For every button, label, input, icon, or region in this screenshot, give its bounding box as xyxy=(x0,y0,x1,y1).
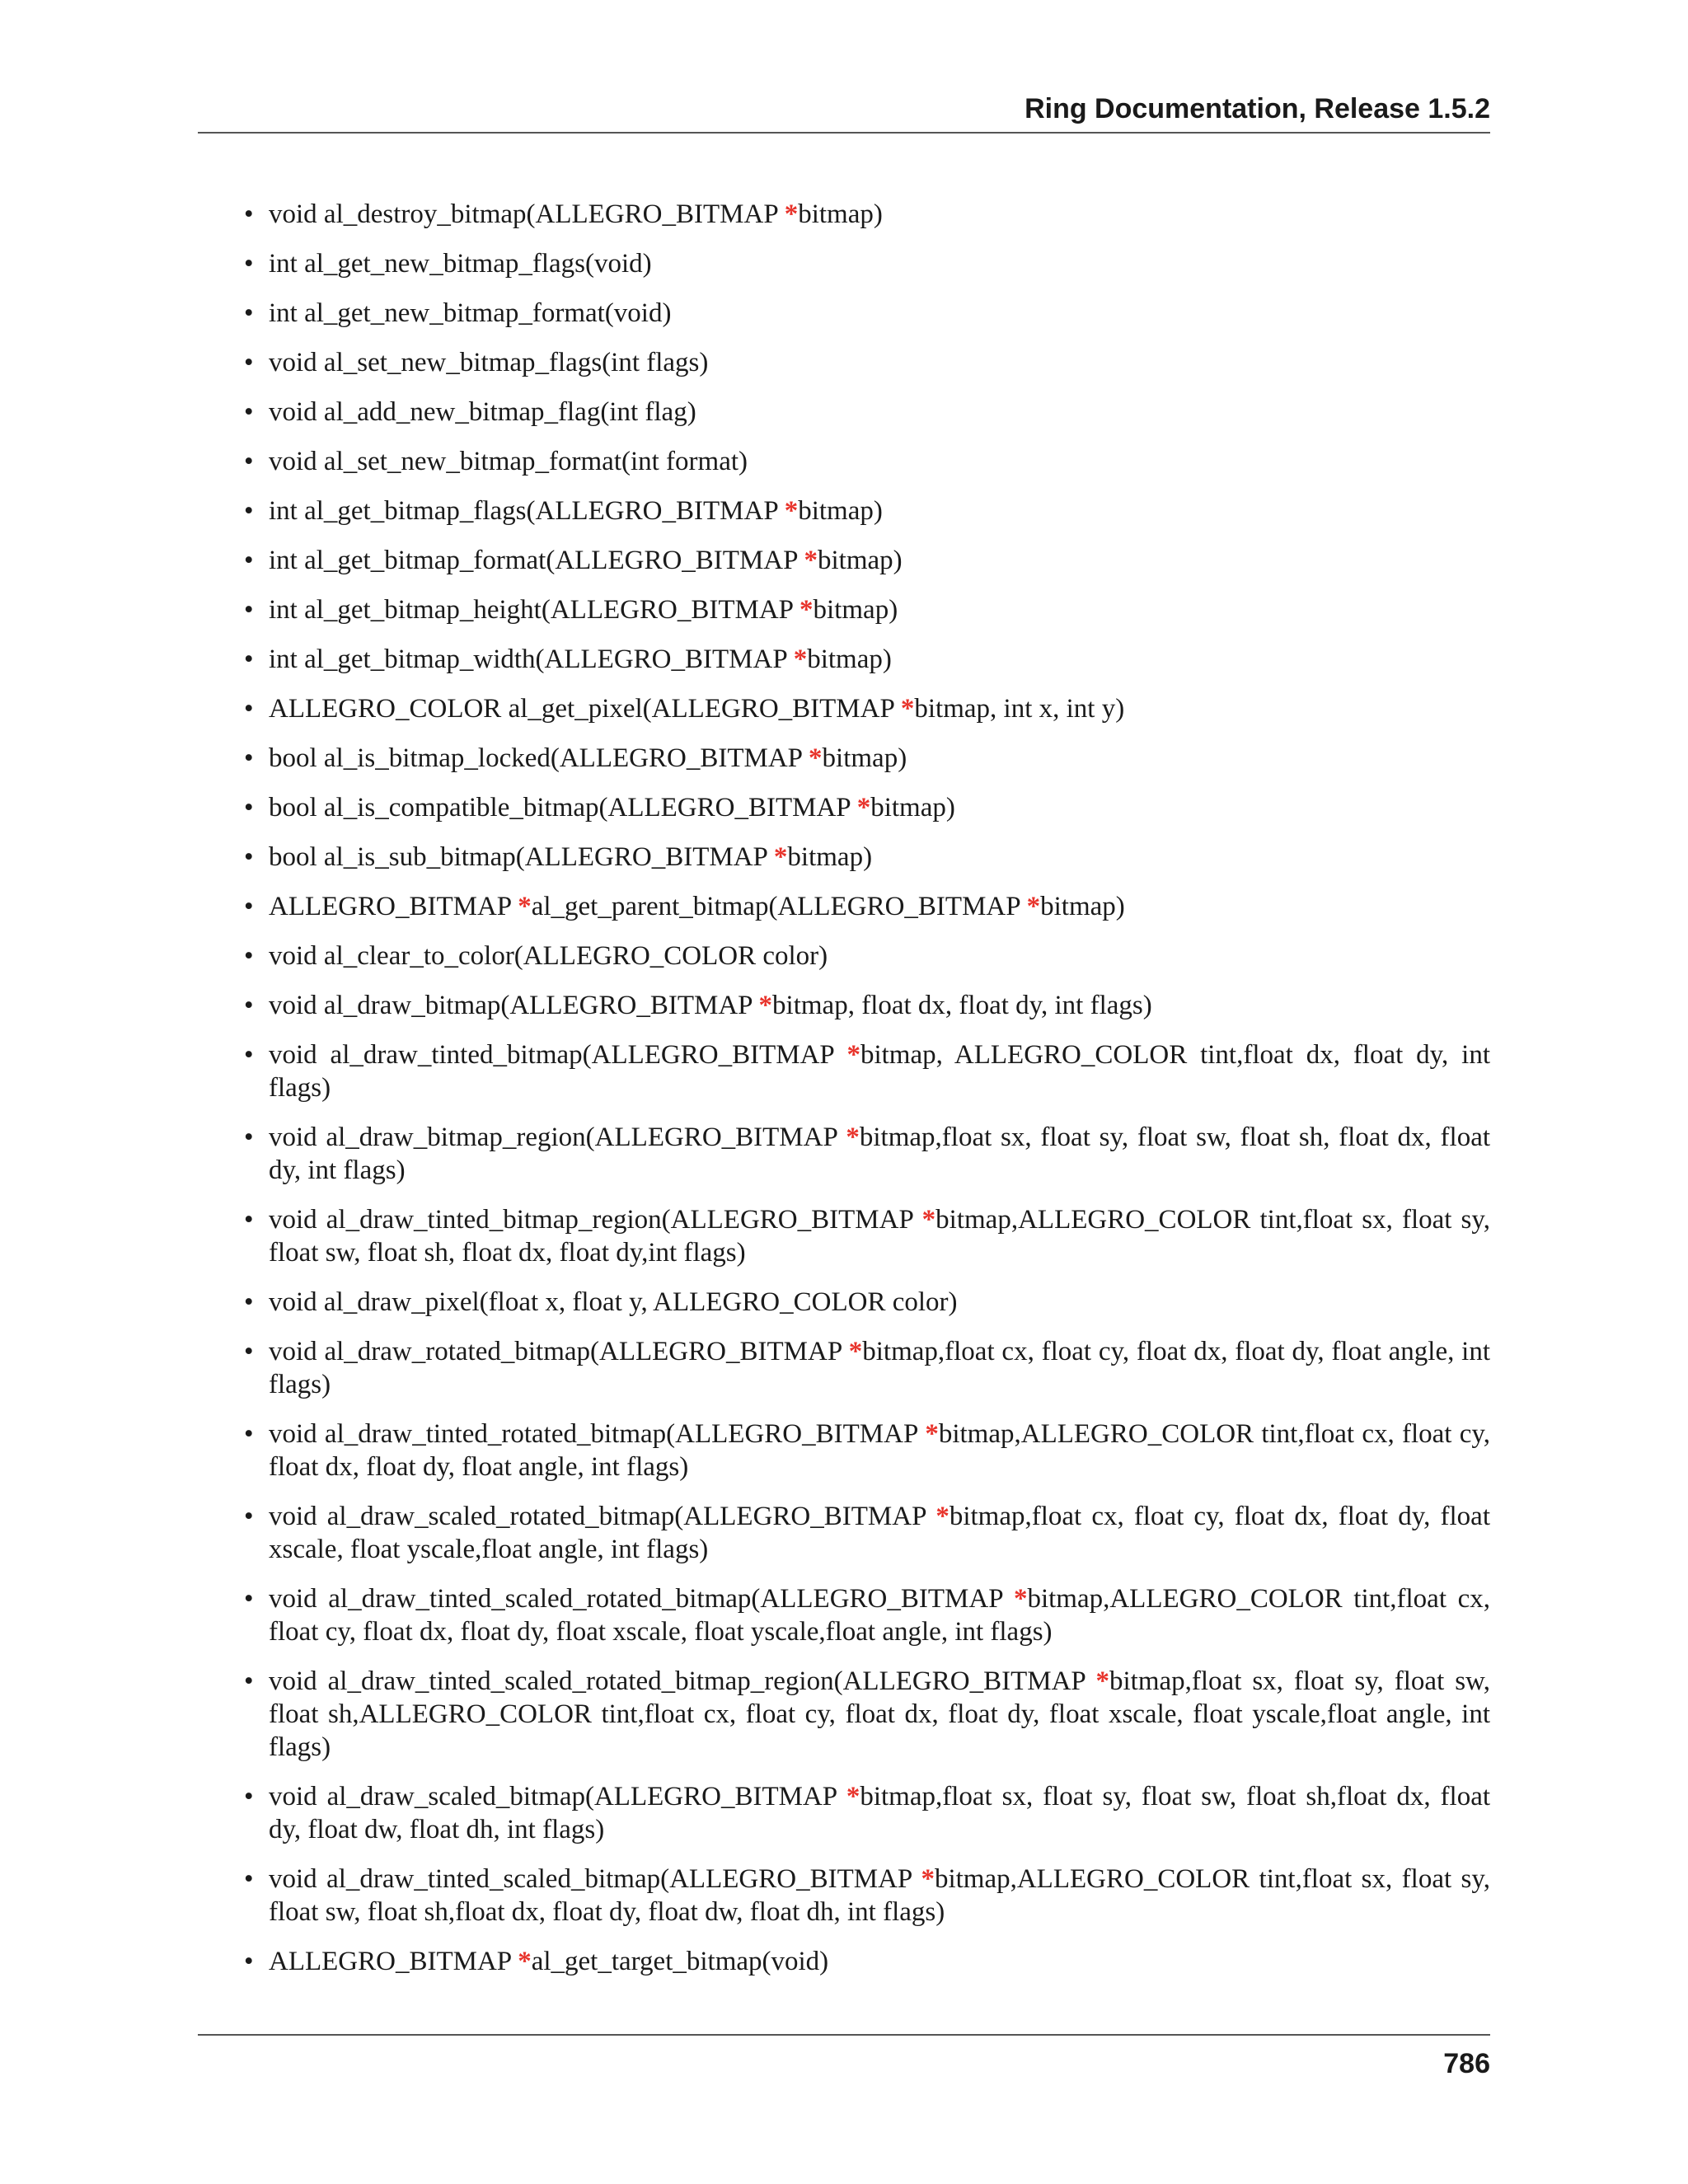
signature-text: bool al_is_bitmap_locked(ALLEGRO_BITMAP xyxy=(269,743,809,773)
signature-text: void al_draw_tinted_bitmap_region(ALLEGRO_BITMAP xyxy=(269,1205,922,1235)
signature-text: void al_draw_tinted_scaled_rotated_bitmap(ALLEGRO_BITMAP xyxy=(269,1584,1014,1614)
function-signature xyxy=(269,842,872,872)
signature-text: void al_draw_scaled_bitmap(ALLEGRO_BITMAP xyxy=(269,1782,846,1811)
signature-text: bitmap) xyxy=(798,199,883,229)
bullet-icon: • xyxy=(244,1864,254,1894)
function-signature xyxy=(269,1337,1490,1399)
signature-text: bool al_is_sub_bitmap(ALLEGRO_BITMAP xyxy=(269,842,774,872)
list-item xyxy=(244,1335,1490,1401)
pointer-star: * xyxy=(848,1337,863,1366)
signature-text: int al_get_bitmap_flags(ALLEGRO_BITMAP xyxy=(269,496,785,526)
list-item xyxy=(244,1945,1490,1978)
function-signature xyxy=(269,595,898,625)
function-signature xyxy=(269,199,883,229)
signature-text: void al_draw_bitmap_region(ALLEGRO_BITMAP xyxy=(269,1122,846,1152)
list-item xyxy=(244,1121,1490,1187)
signature-text: ALLEGRO_COLOR al_get_pixel(ALLEGRO_BITMAP xyxy=(269,694,901,724)
pointer-star: * xyxy=(773,842,788,872)
list-item xyxy=(244,1780,1490,1846)
bullet-icon: • xyxy=(244,1337,254,1366)
signature-text: bitmap) xyxy=(870,793,955,823)
pointer-star: * xyxy=(518,892,532,921)
list-item xyxy=(244,198,1490,231)
bullet-icon: • xyxy=(244,1782,254,1811)
signature-text: bitmap,ALLEGRO_COLOR tint,float sx, float sy, float sw, float sh,float dx, float dy, float dw, float dh, int flags) xyxy=(269,1864,1490,1927)
signature-text: al_get_parent_bitmap(ALLEGRO_BITMAP xyxy=(531,892,1027,921)
signature-text: bitmap,float sx, float sy, float sw, float sh,ALLEGRO_COLOR tint,float cx, float cy, float dx, float dy, float xscale, float yscale,float angle, int flags) xyxy=(269,1666,1490,1762)
bullet-icon: • xyxy=(244,298,254,328)
pointer-star: * xyxy=(925,1419,939,1449)
pointer-star: * xyxy=(799,595,814,625)
function-signature xyxy=(269,496,883,526)
signature-text: void al_set_new_bitmap_format(int format) xyxy=(269,447,748,476)
list-item xyxy=(244,297,1490,330)
list-item xyxy=(244,1286,1490,1319)
list-item xyxy=(244,593,1490,626)
list-item xyxy=(244,692,1490,725)
list-item xyxy=(244,494,1490,527)
list-item xyxy=(244,1418,1490,1483)
signature-text: al_get_target_bitmap(void) xyxy=(531,1947,829,1976)
function-signature xyxy=(269,793,955,823)
bullet-icon: • xyxy=(244,1205,254,1235)
bullet-icon: • xyxy=(244,249,254,279)
bullet-icon: • xyxy=(244,447,254,476)
function-signature xyxy=(269,447,748,476)
list-item xyxy=(244,445,1490,478)
bullet-icon: • xyxy=(244,595,254,625)
signature-text: bitmap) xyxy=(822,743,907,773)
signature-text: void al_draw_rotated_bitmap(ALLEGRO_BITMAP xyxy=(269,1337,849,1366)
signature-text: void al_add_new_bitmap_flag(int flag) xyxy=(269,397,696,427)
function-signature xyxy=(269,1287,958,1317)
function-signature xyxy=(269,694,1124,724)
bullet-icon: • xyxy=(244,644,254,674)
list-item xyxy=(244,643,1490,676)
signature-text: bitmap,float sx, float sy, float sw, float sh,float dx, float dy, float dw, float dh, int flags) xyxy=(269,1782,1491,1844)
signature-text: int al_get_bitmap_format(ALLEGRO_BITMAP xyxy=(269,546,804,575)
bullet-icon: • xyxy=(244,694,254,724)
function-signature xyxy=(269,892,1125,921)
pointer-star: * xyxy=(758,991,773,1020)
list-item xyxy=(244,544,1490,577)
signature-text: void al_draw_tinted_bitmap(ALLEGRO_BITMAP xyxy=(269,1040,847,1070)
bullet-icon: • xyxy=(244,842,254,872)
list-item xyxy=(244,841,1490,874)
list-item xyxy=(244,247,1490,280)
signature-text: bitmap) xyxy=(798,496,883,526)
bullet-icon: • xyxy=(244,793,254,823)
page-footer xyxy=(198,2034,1490,2079)
signature-text: void al_destroy_bitmap(ALLEGRO_BITMAP xyxy=(269,199,785,229)
signature-text: void al_draw_tinted_rotated_bitmap(ALLEGRO_BITMAP xyxy=(269,1419,926,1449)
bullet-icon: • xyxy=(244,397,254,427)
function-signature xyxy=(269,1584,1490,1647)
pointer-star: * xyxy=(784,199,799,229)
function-signature xyxy=(269,1782,1490,1844)
function-signature xyxy=(269,1419,1490,1482)
function-signature xyxy=(269,249,652,279)
function-signature xyxy=(269,1666,1490,1762)
document-title: Ring Documentation, Release 1.5.2 xyxy=(1025,93,1490,124)
signature-text: bool al_is_compatible_bitmap(ALLEGRO_BITMAP xyxy=(269,793,857,823)
signature-text: void al_draw_scaled_rotated_bitmap(ALLEGRO_BITMAP xyxy=(269,1502,936,1531)
pointer-star: * xyxy=(921,1864,935,1894)
bullet-icon: • xyxy=(244,546,254,575)
bullet-icon: • xyxy=(244,1666,254,1696)
pointer-star: * xyxy=(935,1502,950,1531)
list-item xyxy=(244,791,1490,824)
pointer-star: * xyxy=(784,496,799,526)
list-item xyxy=(244,1863,1490,1929)
page-header xyxy=(198,89,1490,134)
signature-text: int al_get_bitmap_height(ALLEGRO_BITMAP xyxy=(269,595,800,625)
list-item xyxy=(244,1582,1490,1648)
pointer-star: * xyxy=(1013,1584,1028,1614)
pointer-star: * xyxy=(518,1947,532,1976)
signature-text: bitmap, ALLEGRO_COLOR tint,float dx, float dy, int flags) xyxy=(269,1040,1490,1103)
pointer-star: * xyxy=(900,694,915,724)
signature-text: bitmap) xyxy=(807,644,892,674)
bullet-icon: • xyxy=(244,1287,254,1317)
signature-text: ALLEGRO_BITMAP xyxy=(269,892,518,921)
list-item xyxy=(244,940,1490,972)
signature-text: void al_draw_tinted_scaled_rotated_bitmap_region(ALLEGRO_BITMAP xyxy=(269,1666,1096,1696)
function-signature xyxy=(269,1040,1490,1103)
function-signature xyxy=(269,1947,828,1976)
bullet-icon: • xyxy=(244,1502,254,1531)
list-item xyxy=(244,1203,1490,1269)
pointer-star: * xyxy=(1026,892,1041,921)
function-signature xyxy=(269,1122,1490,1185)
signature-text: int al_get_new_bitmap_flags(void) xyxy=(269,249,652,279)
signature-text: bitmap) xyxy=(1040,892,1125,921)
function-signature xyxy=(269,644,892,674)
function-signature xyxy=(269,1864,1490,1927)
pointer-star: * xyxy=(846,1122,860,1152)
signature-text: bitmap,ALLEGRO_COLOR tint,float cx, float cy, float dx, float dy, float angle, int flags) xyxy=(269,1419,1490,1482)
function-signature xyxy=(269,397,696,427)
bullet-icon: • xyxy=(244,941,254,971)
function-signature xyxy=(269,348,708,377)
signature-text: bitmap) xyxy=(818,546,903,575)
signature-text: bitmap, float dx, float dy, int flags) xyxy=(772,991,1152,1020)
list-item xyxy=(244,890,1490,923)
function-signature xyxy=(269,1502,1490,1564)
pointer-star: * xyxy=(793,644,808,674)
page-number: 786 xyxy=(1443,2048,1490,2079)
bullet-icon: • xyxy=(244,1584,254,1614)
bullet-icon: • xyxy=(244,743,254,773)
list-item xyxy=(244,346,1490,379)
signature-text: void al_draw_tinted_scaled_bitmap(ALLEGRO_BITMAP xyxy=(269,1864,921,1894)
bullet-icon: • xyxy=(244,1419,254,1449)
signature-text: bitmap) xyxy=(787,842,873,872)
signature-text: int al_get_bitmap_width(ALLEGRO_BITMAP xyxy=(269,644,794,674)
signature-text: void al_draw_pixel(float x, float y, ALLEGRO_COLOR color) xyxy=(269,1287,958,1317)
pointer-star: * xyxy=(846,1782,860,1811)
bullet-icon: • xyxy=(244,348,254,377)
signature-text: bitmap,float cx, float cy, float dx, float dy, float xscale, float yscale,float angle, int flags) xyxy=(269,1502,1490,1564)
pointer-star: * xyxy=(804,546,818,575)
pointer-star: * xyxy=(921,1205,936,1235)
bullet-icon: • xyxy=(244,1947,254,1976)
signature-text: void al_draw_bitmap(ALLEGRO_BITMAP xyxy=(269,991,759,1020)
signature-text: bitmap) xyxy=(813,595,898,625)
function-signature xyxy=(269,991,1152,1020)
signature-text: ALLEGRO_BITMAP xyxy=(269,1947,518,1976)
signature-text: int al_get_new_bitmap_format(void) xyxy=(269,298,672,328)
pointer-star: * xyxy=(846,1040,860,1070)
bullet-icon: • xyxy=(244,1122,254,1152)
signature-text: bitmap, int x, int y) xyxy=(914,694,1125,724)
function-signature xyxy=(269,941,828,971)
function-signature xyxy=(269,743,907,773)
pointer-star: * xyxy=(1095,1666,1109,1696)
signature-text: bitmap,float sx, float sy, float sw, float sh, float dx, float dy, int flags) xyxy=(269,1122,1491,1185)
function-signature xyxy=(269,546,903,575)
pointer-star: * xyxy=(856,793,871,823)
list-item xyxy=(244,989,1490,1022)
signature-text: bitmap,ALLEGRO_COLOR tint,float cx, float cy, float dx, float dy, float xscale, float yscale,float angle, int flags) xyxy=(269,1584,1490,1647)
bullet-icon: • xyxy=(244,991,254,1020)
signature-text: bitmap,float cx, float cy, float dx, float dy, float angle, int flags) xyxy=(269,1337,1491,1399)
bullet-icon: • xyxy=(244,1040,254,1070)
list-item xyxy=(244,1038,1490,1104)
function-list xyxy=(244,198,1490,1978)
page-content xyxy=(244,198,1490,1994)
signature-text: void al_set_new_bitmap_flags(int flags) xyxy=(269,348,709,377)
function-signature xyxy=(269,298,671,328)
list-item xyxy=(244,1500,1490,1566)
bullet-icon: • xyxy=(244,892,254,921)
list-item xyxy=(244,1665,1490,1764)
signature-text: bitmap,ALLEGRO_COLOR tint,float sx, float sy, float sw, float sh, float dx, float dy,int flags) xyxy=(269,1205,1490,1268)
pointer-star: * xyxy=(809,743,823,773)
function-signature xyxy=(269,1205,1490,1268)
bullet-icon: • xyxy=(244,496,254,526)
signature-text: void al_clear_to_color(ALLEGRO_COLOR color) xyxy=(269,941,828,971)
bullet-icon: • xyxy=(244,199,254,229)
list-item xyxy=(244,396,1490,429)
list-item xyxy=(244,742,1490,775)
